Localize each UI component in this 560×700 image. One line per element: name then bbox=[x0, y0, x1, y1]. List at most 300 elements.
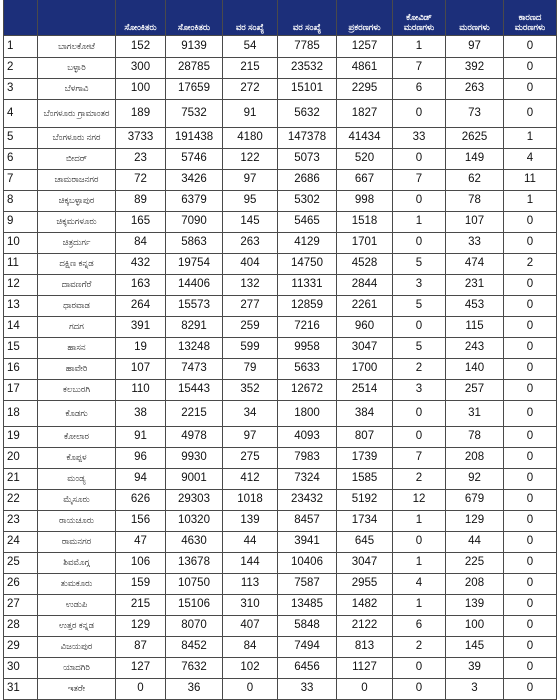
serial-number-cell: 4 bbox=[4, 100, 38, 128]
value-cell: 23532 bbox=[278, 58, 337, 79]
value-cell: 129 bbox=[446, 511, 504, 532]
table-row bbox=[4, 616, 557, 637]
value-cell: 0 bbox=[504, 233, 557, 254]
value-cell: 645 bbox=[337, 532, 393, 553]
value-cell: 960 bbox=[337, 317, 393, 338]
serial-number-cell: 30 bbox=[4, 658, 38, 679]
value-cell: 28785 bbox=[166, 58, 223, 79]
value-cell: 0 bbox=[116, 679, 166, 700]
value-cell: 6379 bbox=[166, 191, 223, 212]
serial-number-cell: 5 bbox=[4, 128, 38, 149]
value-cell: 0 bbox=[504, 317, 557, 338]
table-row bbox=[4, 595, 557, 616]
value-cell: 0 bbox=[504, 212, 557, 233]
value-cell: 9958 bbox=[278, 338, 337, 359]
value-cell: 225 bbox=[446, 553, 504, 574]
value-cell: 7587 bbox=[278, 574, 337, 595]
value-cell: 0 bbox=[504, 679, 557, 700]
value-cell: 107 bbox=[446, 212, 504, 233]
value-cell: 91 bbox=[223, 100, 278, 128]
value-cell: 0 bbox=[337, 679, 393, 700]
table-row bbox=[4, 448, 557, 469]
value-cell: 4 bbox=[393, 574, 446, 595]
value-cell: 0 bbox=[504, 574, 557, 595]
value-cell: 5 bbox=[393, 338, 446, 359]
value-cell: 626 bbox=[116, 490, 166, 511]
district-name-cell: ಕೋಲಾರ bbox=[38, 427, 116, 448]
value-cell: 7473 bbox=[166, 359, 223, 380]
table-header bbox=[4, 0, 557, 36]
value-cell: 4093 bbox=[278, 427, 337, 448]
table-row bbox=[4, 58, 557, 79]
serial-number-cell: 18 bbox=[4, 401, 38, 427]
district-name-cell: ಬೆಳಗಾವಿ bbox=[38, 79, 116, 100]
value-cell: 0 bbox=[504, 490, 557, 511]
value-cell: 7632 bbox=[166, 658, 223, 679]
district-name-cell: ಹಾಸನ bbox=[38, 338, 116, 359]
value-cell: 145 bbox=[223, 212, 278, 233]
value-cell: 5073 bbox=[278, 149, 337, 170]
table-row bbox=[4, 212, 557, 233]
value-cell: 0 bbox=[504, 338, 557, 359]
value-cell: 1518 bbox=[337, 212, 393, 233]
value-cell: 2686 bbox=[278, 170, 337, 191]
value-cell: 4861 bbox=[337, 58, 393, 79]
value-cell: 300 bbox=[116, 58, 166, 79]
value-cell: 78 bbox=[446, 427, 504, 448]
district-name-cell: ದಾವಣಗೆರೆ bbox=[38, 275, 116, 296]
table-row bbox=[4, 317, 557, 338]
serial-number-cell: 28 bbox=[4, 616, 38, 637]
value-cell: 1739 bbox=[337, 448, 393, 469]
value-cell: 127 bbox=[116, 658, 166, 679]
value-cell: 62 bbox=[446, 170, 504, 191]
table-row bbox=[4, 296, 557, 317]
value-cell: 110 bbox=[116, 380, 166, 401]
value-cell: 2955 bbox=[337, 574, 393, 595]
serial-number-cell: 6 bbox=[4, 149, 38, 170]
value-cell: 97 bbox=[223, 427, 278, 448]
value-cell: 33 bbox=[278, 679, 337, 700]
value-cell: 310 bbox=[223, 595, 278, 616]
serial-number-cell: 8 bbox=[4, 191, 38, 212]
value-cell: 679 bbox=[446, 490, 504, 511]
value-cell: 0 bbox=[504, 616, 557, 637]
district-name-cell: ಚಾಮರಾಜನಗರ bbox=[38, 170, 116, 191]
value-cell: 19754 bbox=[166, 254, 223, 275]
value-cell: 9001 bbox=[166, 469, 223, 490]
value-cell: 8291 bbox=[166, 317, 223, 338]
value-cell: 3426 bbox=[166, 170, 223, 191]
value-cell: 11 bbox=[504, 170, 557, 191]
value-cell: 0 bbox=[504, 427, 557, 448]
district-name-cell: ಗದಗ bbox=[38, 317, 116, 338]
value-cell: 31 bbox=[446, 401, 504, 427]
value-cell: 113 bbox=[223, 574, 278, 595]
value-cell: 3047 bbox=[337, 553, 393, 574]
value-cell: 4 bbox=[504, 149, 557, 170]
value-cell: 147378 bbox=[278, 128, 337, 149]
value-cell: 3 bbox=[393, 275, 446, 296]
value-cell: 407 bbox=[223, 616, 278, 637]
value-cell: 15106 bbox=[166, 595, 223, 616]
value-cell: 263 bbox=[223, 233, 278, 254]
value-cell: 1701 bbox=[337, 233, 393, 254]
value-cell: 453 bbox=[446, 296, 504, 317]
district-covid-table bbox=[3, 0, 557, 700]
value-cell: 1 bbox=[393, 36, 446, 58]
value-cell: 87 bbox=[116, 637, 166, 658]
value-cell: 0 bbox=[504, 58, 557, 79]
value-cell: 0 bbox=[504, 511, 557, 532]
value-cell: 813 bbox=[337, 637, 393, 658]
value-cell: 7532 bbox=[166, 100, 223, 128]
value-cell: 191438 bbox=[166, 128, 223, 149]
serial-number-cell: 11 bbox=[4, 254, 38, 275]
value-cell: 7 bbox=[393, 58, 446, 79]
value-cell: 5465 bbox=[278, 212, 337, 233]
value-cell: 0 bbox=[504, 401, 557, 427]
district-name-cell: ಧಾರವಾಡ bbox=[38, 296, 116, 317]
value-cell: 1 bbox=[504, 128, 557, 149]
value-cell: 44 bbox=[223, 532, 278, 553]
value-cell: 0 bbox=[393, 658, 446, 679]
district-name-cell: ಬೆಂಗಳೂರು ಗ್ರಾಮಾಂತರ bbox=[38, 100, 116, 128]
district-name-cell: ಚಿಕ್ಕಬಳ್ಳಾಪುರ bbox=[38, 191, 116, 212]
value-cell: 94 bbox=[116, 469, 166, 490]
value-cell: 215 bbox=[223, 58, 278, 79]
value-cell: 9930 bbox=[166, 448, 223, 469]
district-name-cell: ಮೈಸೂರು bbox=[38, 490, 116, 511]
value-cell: 0 bbox=[504, 469, 557, 490]
table-row bbox=[4, 100, 557, 128]
district-name-cell: ಕಲಬುರಗಿ bbox=[38, 380, 116, 401]
serial-number-cell: 24 bbox=[4, 532, 38, 553]
value-cell: 6 bbox=[393, 616, 446, 637]
value-cell: 0 bbox=[504, 637, 557, 658]
value-cell: 5302 bbox=[278, 191, 337, 212]
value-cell: 4528 bbox=[337, 254, 393, 275]
value-cell: 5192 bbox=[337, 490, 393, 511]
value-cell: 277 bbox=[223, 296, 278, 317]
value-cell: 159 bbox=[116, 574, 166, 595]
value-cell: 8457 bbox=[278, 511, 337, 532]
value-cell: 0 bbox=[393, 149, 446, 170]
table-row bbox=[4, 469, 557, 490]
district-name-cell: ದಕ್ಷಿಣ ಕನ್ನಡ bbox=[38, 254, 116, 275]
district-name-cell: ಕೊಪ್ಪಳ bbox=[38, 448, 116, 469]
value-cell: 13248 bbox=[166, 338, 223, 359]
value-cell: 0 bbox=[504, 275, 557, 296]
column-header-10: ಕಾರಣದ ಮರಣಗಳು bbox=[504, 0, 557, 36]
value-cell: 15101 bbox=[278, 79, 337, 100]
value-cell: 13485 bbox=[278, 595, 337, 616]
district-name-cell: ಬೆಂಗಳೂರು ನಗರ bbox=[38, 128, 116, 149]
value-cell: 145 bbox=[446, 637, 504, 658]
table-row bbox=[4, 338, 557, 359]
serial-number-cell: 16 bbox=[4, 359, 38, 380]
table-row bbox=[4, 170, 557, 191]
value-cell: 0 bbox=[393, 100, 446, 128]
value-cell: 189 bbox=[116, 100, 166, 128]
value-cell: 1 bbox=[393, 595, 446, 616]
column-header-1 bbox=[4, 0, 38, 36]
value-cell: 4978 bbox=[166, 427, 223, 448]
table-row bbox=[4, 128, 557, 149]
serial-number-cell: 23 bbox=[4, 511, 38, 532]
serial-number-cell: 12 bbox=[4, 275, 38, 296]
value-cell: 6456 bbox=[278, 658, 337, 679]
value-cell: 15573 bbox=[166, 296, 223, 317]
value-cell: 39 bbox=[446, 658, 504, 679]
value-cell: 91 bbox=[116, 427, 166, 448]
table-row bbox=[4, 359, 557, 380]
value-cell: 89 bbox=[116, 191, 166, 212]
value-cell: 1 bbox=[504, 191, 557, 212]
serial-number-cell: 17 bbox=[4, 380, 38, 401]
value-cell: 7324 bbox=[278, 469, 337, 490]
value-cell: 231 bbox=[446, 275, 504, 296]
serial-number-cell: 22 bbox=[4, 490, 38, 511]
value-cell: 5746 bbox=[166, 149, 223, 170]
value-cell: 23 bbox=[116, 149, 166, 170]
value-cell: 0 bbox=[393, 532, 446, 553]
value-cell: 10750 bbox=[166, 574, 223, 595]
value-cell: 10320 bbox=[166, 511, 223, 532]
value-cell: 12672 bbox=[278, 380, 337, 401]
table-row bbox=[4, 490, 557, 511]
value-cell: 9139 bbox=[166, 36, 223, 58]
table-row bbox=[4, 191, 557, 212]
value-cell: 0 bbox=[504, 553, 557, 574]
value-cell: 3 bbox=[446, 679, 504, 700]
serial-number-cell: 27 bbox=[4, 595, 38, 616]
value-cell: 215 bbox=[116, 595, 166, 616]
value-cell: 5848 bbox=[278, 616, 337, 637]
value-cell: 404 bbox=[223, 254, 278, 275]
value-cell: 163 bbox=[116, 275, 166, 296]
value-cell: 5632 bbox=[278, 100, 337, 128]
value-cell: 0 bbox=[504, 532, 557, 553]
value-cell: 38 bbox=[116, 401, 166, 427]
serial-number-cell: 26 bbox=[4, 574, 38, 595]
table-row bbox=[4, 658, 557, 679]
value-cell: 73 bbox=[446, 100, 504, 128]
value-cell: 41434 bbox=[337, 128, 393, 149]
value-cell: 139 bbox=[446, 595, 504, 616]
serial-number-cell: 13 bbox=[4, 296, 38, 317]
value-cell: 208 bbox=[446, 448, 504, 469]
value-cell: 13678 bbox=[166, 553, 223, 574]
value-cell: 7216 bbox=[278, 317, 337, 338]
column-header-9: ಮರಣಗಳು bbox=[446, 0, 504, 36]
serial-number-cell: 9 bbox=[4, 212, 38, 233]
value-cell: 520 bbox=[337, 149, 393, 170]
value-cell: 5 bbox=[393, 254, 446, 275]
district-name-cell: ಮಂಡ್ಯ bbox=[38, 469, 116, 490]
value-cell: 807 bbox=[337, 427, 393, 448]
column-header-8: ಕೋವಿಡ್ ಮರಣಗಳು bbox=[393, 0, 446, 36]
column-header-6: ವರ ಸಂಖ್ಯೆ bbox=[278, 0, 337, 36]
serial-number-cell: 15 bbox=[4, 338, 38, 359]
value-cell: 0 bbox=[393, 233, 446, 254]
district-name-cell: ಉತ್ತರ ಕನ್ನಡ bbox=[38, 616, 116, 637]
district-name-cell: ಯಾದಗಿರಿ bbox=[38, 658, 116, 679]
column-header-4: ಸೋಂಕಿತರು bbox=[166, 0, 223, 36]
value-cell: 140 bbox=[446, 359, 504, 380]
value-cell: 0 bbox=[504, 448, 557, 469]
value-cell: 1257 bbox=[337, 36, 393, 58]
value-cell: 0 bbox=[504, 658, 557, 679]
serial-number-cell: 31 bbox=[4, 679, 38, 700]
serial-number-cell: 1 bbox=[4, 36, 38, 58]
district-name-cell: ಶಿವಮೊಗ್ಗ bbox=[38, 553, 116, 574]
value-cell: 474 bbox=[446, 254, 504, 275]
value-cell: 257 bbox=[446, 380, 504, 401]
serial-number-cell: 25 bbox=[4, 553, 38, 574]
column-header-2 bbox=[38, 0, 116, 36]
district-name-cell: ಬಾಗಲಕೋಟೆ bbox=[38, 36, 116, 58]
table-row bbox=[4, 254, 557, 275]
value-cell: 36 bbox=[166, 679, 223, 700]
value-cell: 0 bbox=[504, 100, 557, 128]
value-cell: 115 bbox=[446, 317, 504, 338]
value-cell: 2295 bbox=[337, 79, 393, 100]
value-cell: 4180 bbox=[223, 128, 278, 149]
table-row bbox=[4, 380, 557, 401]
value-cell: 14406 bbox=[166, 275, 223, 296]
value-cell: 4630 bbox=[166, 532, 223, 553]
district-name-cell: ಬಳ್ಳಾರಿ bbox=[38, 58, 116, 79]
value-cell: 263 bbox=[446, 79, 504, 100]
value-cell: 10406 bbox=[278, 553, 337, 574]
value-cell: 2 bbox=[393, 469, 446, 490]
value-cell: 2 bbox=[504, 254, 557, 275]
value-cell: 29303 bbox=[166, 490, 223, 511]
value-cell: 95 bbox=[223, 191, 278, 212]
district-name-cell: ಚಿಕ್ಕಮಗಳೂರು bbox=[38, 212, 116, 233]
value-cell: 47 bbox=[116, 532, 166, 553]
value-cell: 149 bbox=[446, 149, 504, 170]
table-row bbox=[4, 149, 557, 170]
value-cell: 1127 bbox=[337, 658, 393, 679]
value-cell: 275 bbox=[223, 448, 278, 469]
value-cell: 152 bbox=[116, 36, 166, 58]
value-cell: 2261 bbox=[337, 296, 393, 317]
value-cell: 0 bbox=[504, 296, 557, 317]
table-row bbox=[4, 427, 557, 448]
value-cell: 391 bbox=[116, 317, 166, 338]
value-cell: 33 bbox=[446, 233, 504, 254]
value-cell: 208 bbox=[446, 574, 504, 595]
value-cell: 7 bbox=[393, 170, 446, 191]
column-header-5: ವರ ಸಂಖ್ಯೆ bbox=[223, 0, 278, 36]
value-cell: 122 bbox=[223, 149, 278, 170]
value-cell: 96 bbox=[116, 448, 166, 469]
value-cell: 2215 bbox=[166, 401, 223, 427]
value-cell: 156 bbox=[116, 511, 166, 532]
value-cell: 0 bbox=[393, 317, 446, 338]
value-cell: 79 bbox=[223, 359, 278, 380]
value-cell: 4129 bbox=[278, 233, 337, 254]
table-row bbox=[4, 532, 557, 553]
district-name-cell: ಹಾವೇರಿ bbox=[38, 359, 116, 380]
value-cell: 84 bbox=[116, 233, 166, 254]
serial-number-cell: 7 bbox=[4, 170, 38, 191]
value-cell: 3733 bbox=[116, 128, 166, 149]
serial-number-cell: 10 bbox=[4, 233, 38, 254]
value-cell: 0 bbox=[223, 679, 278, 700]
value-cell: 243 bbox=[446, 338, 504, 359]
table-row bbox=[4, 36, 557, 58]
value-cell: 14750 bbox=[278, 254, 337, 275]
value-cell: 599 bbox=[223, 338, 278, 359]
value-cell: 100 bbox=[116, 79, 166, 100]
value-cell: 44 bbox=[446, 532, 504, 553]
value-cell: 100 bbox=[446, 616, 504, 637]
value-cell: 0 bbox=[504, 359, 557, 380]
serial-number-cell: 20 bbox=[4, 448, 38, 469]
value-cell: 139 bbox=[223, 511, 278, 532]
value-cell: 1 bbox=[393, 212, 446, 233]
value-cell: 92 bbox=[446, 469, 504, 490]
value-cell: 0 bbox=[393, 679, 446, 700]
value-cell: 8070 bbox=[166, 616, 223, 637]
value-cell: 272 bbox=[223, 79, 278, 100]
value-cell: 1734 bbox=[337, 511, 393, 532]
value-cell: 3 bbox=[393, 380, 446, 401]
value-cell: 129 bbox=[116, 616, 166, 637]
district-name-cell: ರಾಯಚೂರು bbox=[38, 511, 116, 532]
serial-number-cell: 21 bbox=[4, 469, 38, 490]
district-name-cell: ಕೊಡಗು bbox=[38, 401, 116, 427]
value-cell: 667 bbox=[337, 170, 393, 191]
value-cell: 19 bbox=[116, 338, 166, 359]
value-cell: 3941 bbox=[278, 532, 337, 553]
value-cell: 264 bbox=[116, 296, 166, 317]
value-cell: 54 bbox=[223, 36, 278, 58]
value-cell: 384 bbox=[337, 401, 393, 427]
value-cell: 165 bbox=[116, 212, 166, 233]
value-cell: 0 bbox=[504, 595, 557, 616]
value-cell: 5863 bbox=[166, 233, 223, 254]
district-name-cell: ಬೀದರ್ bbox=[38, 149, 116, 170]
value-cell: 34 bbox=[223, 401, 278, 427]
table-row bbox=[4, 553, 557, 574]
value-cell: 2844 bbox=[337, 275, 393, 296]
value-cell: 7 bbox=[393, 448, 446, 469]
value-cell: 106 bbox=[116, 553, 166, 574]
value-cell: 23432 bbox=[278, 490, 337, 511]
value-cell: 259 bbox=[223, 317, 278, 338]
value-cell: 0 bbox=[393, 427, 446, 448]
value-cell: 432 bbox=[116, 254, 166, 275]
value-cell: 0 bbox=[504, 380, 557, 401]
district-name-cell: ರಾಮನಗರ bbox=[38, 532, 116, 553]
table-row bbox=[4, 574, 557, 595]
value-cell: 7983 bbox=[278, 448, 337, 469]
serial-number-cell: 3 bbox=[4, 79, 38, 100]
value-cell: 12859 bbox=[278, 296, 337, 317]
value-cell: 0 bbox=[504, 79, 557, 100]
value-cell: 8452 bbox=[166, 637, 223, 658]
value-cell: 2 bbox=[393, 359, 446, 380]
value-cell: 107 bbox=[116, 359, 166, 380]
value-cell: 17659 bbox=[166, 79, 223, 100]
table-row bbox=[4, 233, 557, 254]
serial-number-cell: 14 bbox=[4, 317, 38, 338]
value-cell: 1700 bbox=[337, 359, 393, 380]
